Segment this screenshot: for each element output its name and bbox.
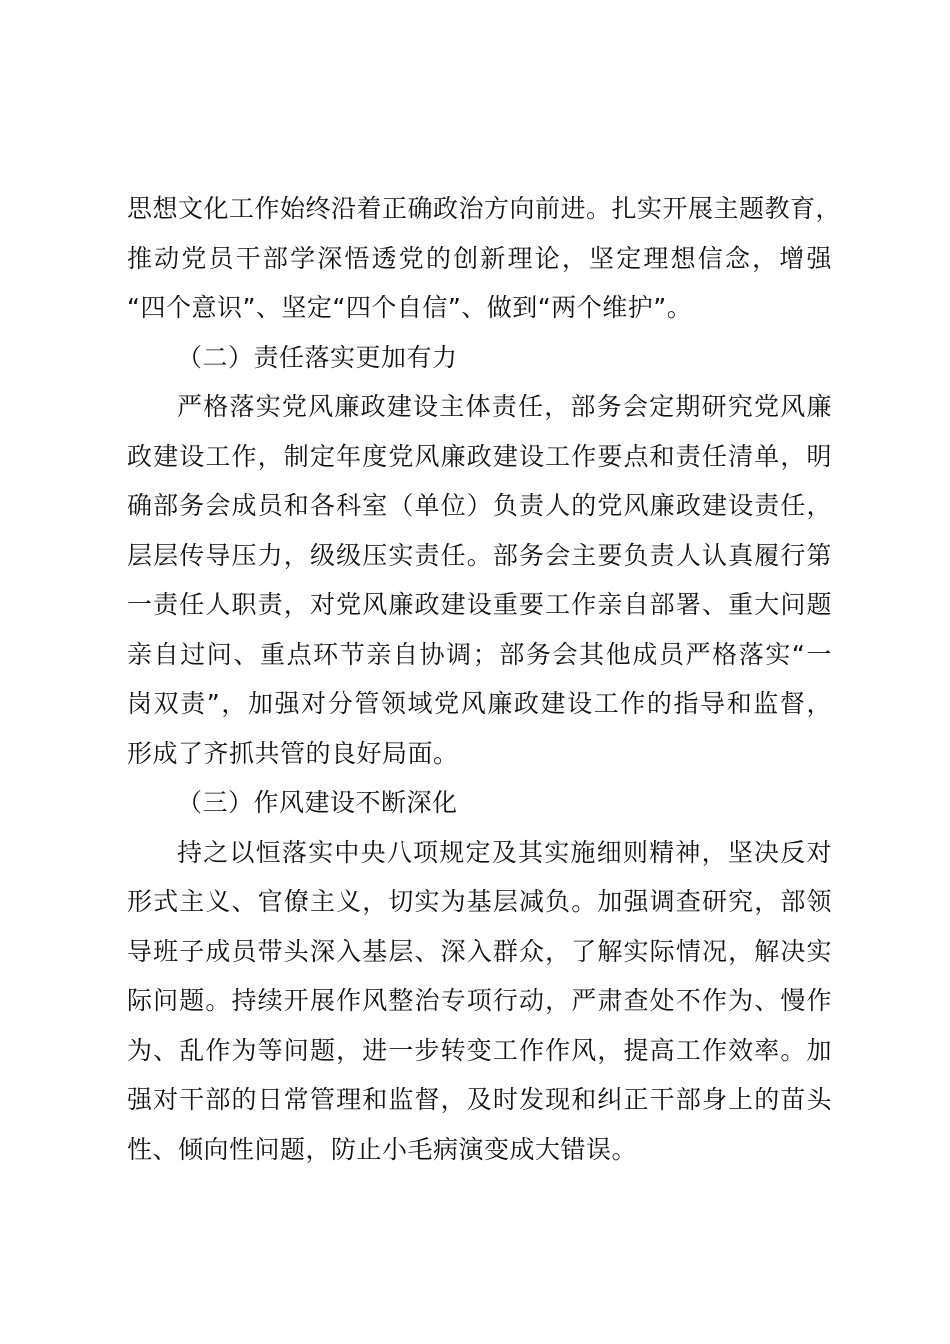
text-line: 亲自过问、重点环节亲自协调；部务会其他成员严格落实“一 (127, 639, 832, 669)
text-line: 政建设工作，制定年度党风廉政建设工作要点和责任清单，明 (127, 441, 832, 471)
text-line: 形式主义、官僚主义，切实为基层减负。加强调查研究，部领 (127, 887, 832, 916)
text-line: 持之以恒落实中央八项规定及其实施细则精神，坚决反对 (177, 837, 832, 867)
text-line: 强对干部的日常管理和监督，及时发现和纠正干部身上的苗头 (127, 1085, 832, 1114)
text-line: 确部务会成员和各科室（单位）负责人的党风廉政建设责任， (127, 491, 832, 520)
text-line: 严格落实党风廉政建设主体责任，部务会定期研究党风廉 (177, 392, 832, 421)
text-line: 层层传导压力，级级压实责任。部务会主要负责人认真履行第 (127, 540, 832, 570)
text-line: 性、倾向性问题，防止小毛病演变成大错误。 (127, 1134, 638, 1164)
text-line: 导班子成员带头深入基层、深入群众，了解实际情况，解决实 (127, 936, 832, 966)
text-line: 思想文化工作始终沿着正确政治方向前进。扎实开展主题教育， (127, 194, 842, 223)
text-line: 推动党员干部学深悟透党的创新理论，坚定理想信念，增强 (127, 243, 832, 273)
document-body (127, 184, 842, 1174)
text-line: 一责任人职责，对党风廉政建设重要工作亲自部署、重大问题 (127, 590, 832, 619)
text-line: 际问题。持续开展作风整治专项行动，严肃查处不作为、慢作 (127, 986, 832, 1015)
text-line: （二）责任落实更加有力 (177, 342, 458, 372)
text-line: （三）作风建设不断深化 (177, 788, 458, 817)
text-line: 岗双责”，加强对分管领域党风廉政建设工作的指导和监督， (127, 689, 832, 718)
text-line: 形成了齐抓共管的良好局面。 (127, 738, 459, 768)
text-line: 为、乱作为等问题，进一步转变工作作风，提高工作效率。加 (127, 1035, 832, 1065)
text-line: “四个意识”、坚定“四个自信”、做到“两个维护”。 (127, 293, 693, 322)
